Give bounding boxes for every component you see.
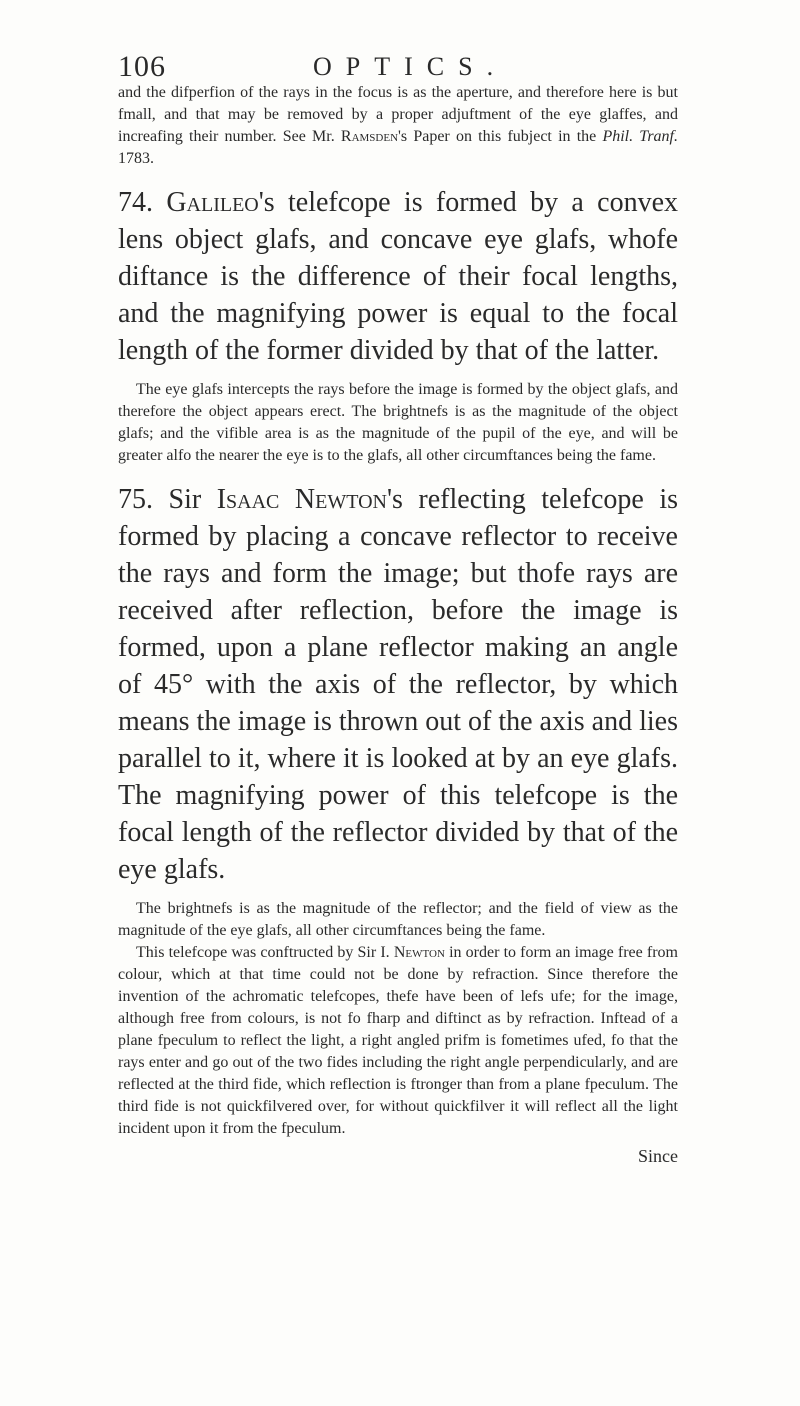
- continuation-text: and the difperfion of the rays in the focus is as the aperture, and therefore here is but fmall, and that may be removed by a proper adjuftment of the eye glaffes, and increafing their number. See Mr.: [118, 84, 678, 145]
- section-75-note-2: [118, 942, 678, 1140]
- section-75-prefix: Sir: [168, 484, 217, 515]
- section-74-paragraph: [118, 184, 678, 369]
- continuation-paragraph: [118, 82, 678, 170]
- section-74-note: The eye glafs intercepts the rays before the image is formed by the object glafs, and therefore the object appears erect. The brightnefs is as the magnitude of the object glafs; and the vifible area is as the magnitude of the pupil of the eye, and will be greater alfo the nearer the eye is to the glafs, all other circumftances being the fame.: [118, 381, 678, 464]
- section-74-text: 's telefcope is formed by a convex lens object glafs, and concave eye glafs, whofe diftance is the difference of their focal lengths, and the magnifying power is equal to the focal length of the former divided by that of the latter.: [118, 187, 679, 366]
- journal-title: Phil. Tranf.: [602, 128, 678, 145]
- running-head: OPTICS.: [313, 52, 508, 81]
- section-75-paragraph: [118, 481, 678, 888]
- page-number: 106: [118, 50, 166, 83]
- note-2-name: Newton: [393, 944, 445, 961]
- section-75-text: 's reflecting telefcope is formed by placing a concave reflector to receive the rays and form the image; but thofe rays are received after reflection, before the image is formed, upon a plane reflector making an angle of 45° with the axis of the reflector, by which means the image is thrown out of the axis and lies parallel to it, where it is looked at by an eye glafs. The magnifying power of this telefcope is the focal length of the reflector divided by that of the eye glafs.: [118, 484, 678, 885]
- section-74-name: Galileo: [166, 187, 259, 218]
- section-75-name: Isaac Newton: [216, 484, 387, 515]
- note-2-text-a: This telefcope was conftructed by Sir I.: [136, 944, 394, 961]
- continuation-text-2: 's Paper on this fubject in the: [398, 128, 603, 145]
- catchword: Since: [638, 1146, 678, 1166]
- section-75-number: 75.: [118, 484, 153, 515]
- section-75-note-1: The brightnefs is as the magnitude of the reflector; and the field of view as the magnitude of the eye glafs, all other circumftances being the fame.: [118, 900, 678, 939]
- section-74-number: 74.: [118, 187, 153, 218]
- text-block: [118, 82, 678, 1167]
- author-name: Ramsden: [340, 128, 399, 145]
- continuation-text-3: 1783.: [118, 150, 154, 167]
- note-2-text-b: in order to form an image free from colour, which at that time could not be done by refraction. Since therefore the invention of the achromatic telefcopes, thefe have been of lefs ufe; for the image, although free from colours, is not fo fharp and diftinct as by refraction. Inftead of a plane fpeculum to reflect the light, a right angled prifm is fometimes ufed, fo that the rays enter and go out of the two fides including the right angle perpendicularly, and are reflected at the third fide, which reflection is ftronger than from a plane fpeculum. The third fide is not quickfilvered over, for without quickfilver it will reflect all the light incident upon it from the fpeculum.: [118, 944, 679, 1137]
